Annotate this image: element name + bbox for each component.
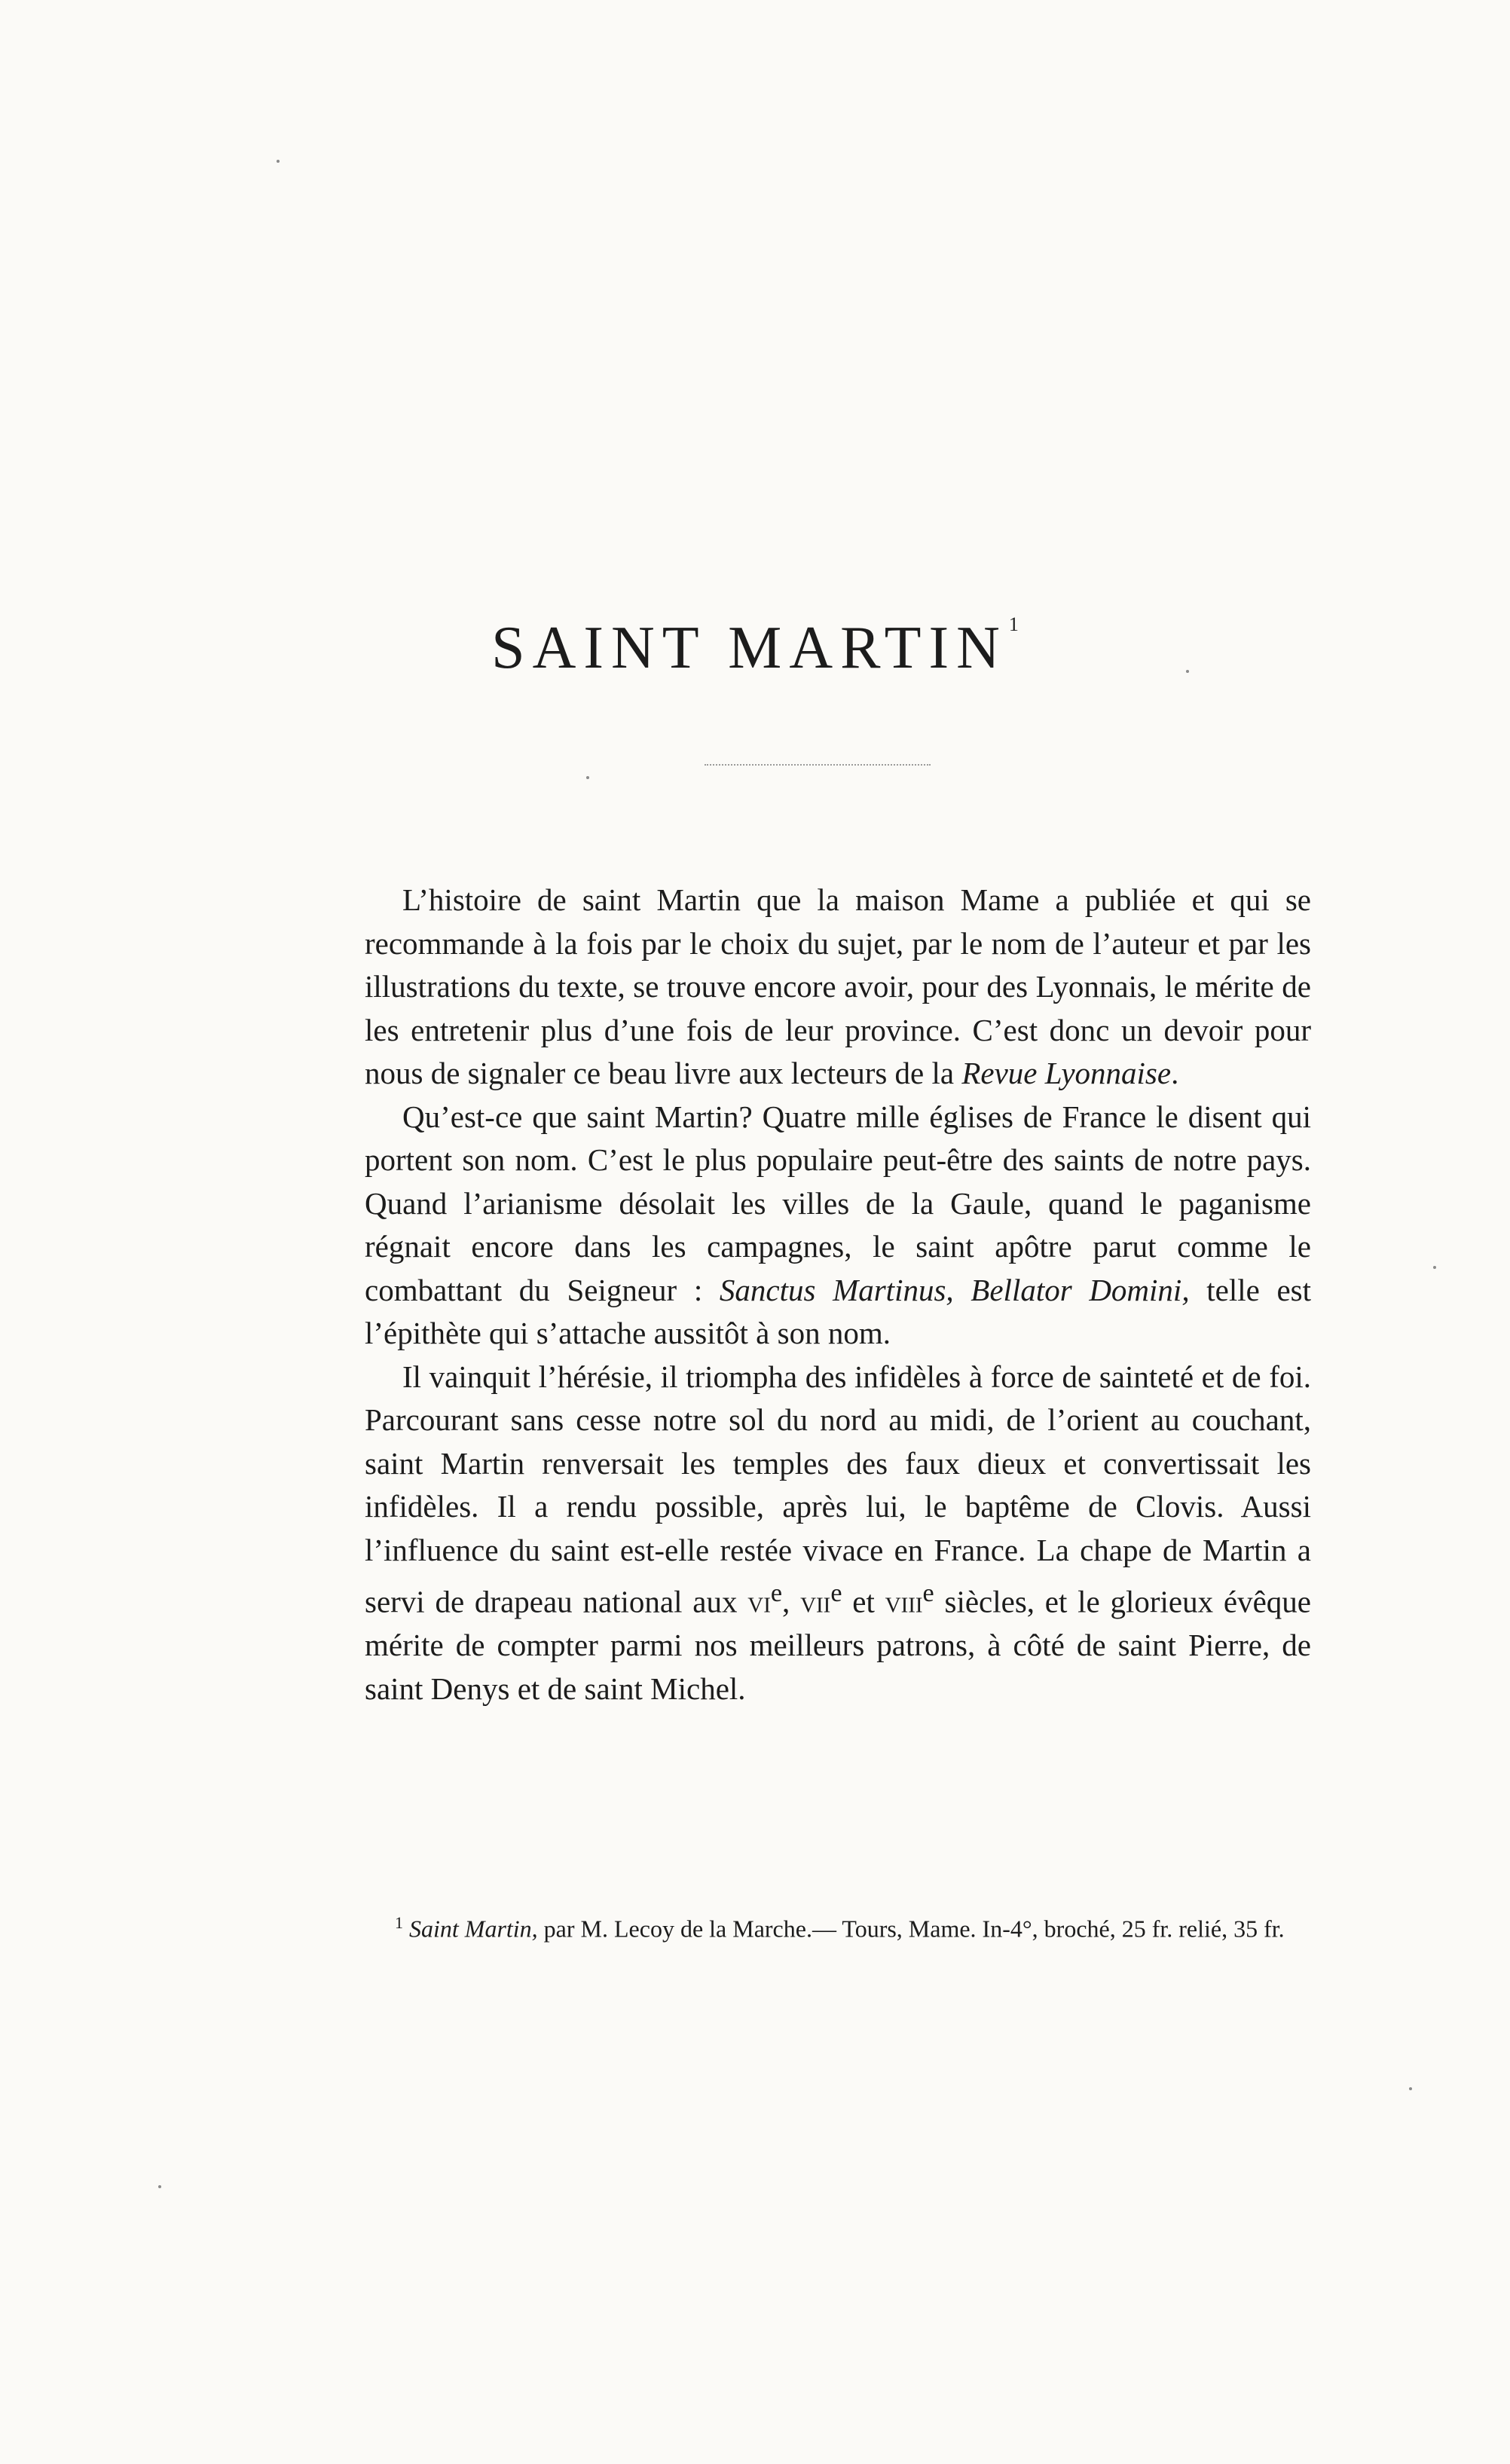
century-numeral: vi (747, 1584, 771, 1619)
century-numeral: viii (885, 1584, 923, 1619)
journal-title: Revue Lyonnaise (961, 1056, 1172, 1090)
print-speck (1186, 670, 1189, 673)
latin-epithet: Sanctus Martinus, Bellator Domini, (719, 1272, 1190, 1307)
article-body (365, 879, 1311, 1710)
century-numeral: vii (800, 1584, 831, 1619)
footnote-marker: 1 (395, 1913, 403, 1932)
paragraph-2: Qu’est-ce que saint Martin? Quatre mille églises de France le disent qui portent son nom. C’est le plus populaire peut-être des saints de notre pays. Quand l’arianisme désolait les villes de la Gaule, quand le paganisme régnait encore dans les campagnes, le saint apôtre parut comme le combattant du Seigneur : Sanctus Martinus, Bellator Domini, telle est l’épithète qui s’attache aussitôt à son nom. (365, 1099, 1311, 1350)
footnote-text: par M. Lecoy de la Marche.— Tours, Mame. In-4°, broché, 25 fr. relié, 35 fr. (537, 1915, 1285, 1943)
title-divider (705, 764, 931, 766)
print-speck (1433, 1266, 1436, 1269)
print-speck (158, 2185, 161, 2188)
print-speck (1409, 2087, 1412, 2090)
title-text: SAINT MARTIN (491, 615, 1007, 681)
paragraph-1: L’histoire de saint Martin que la maison Mame a publiée et qui se recommande à la fois par le choix du sujet, par le nom de l’auteur et par les illustrations du texte, se trouve encore avoir, pour des Lyonnais, le mérite de les entretenir plus d’une fois de leur province. C’est donc un devoir pour nous de signaler ce beau livre aux lecteurs de la Revue Lyonnaise. (365, 882, 1311, 1090)
title-footnote-marker: 1 (1008, 613, 1019, 635)
print-speck (586, 776, 589, 779)
page-title (0, 613, 1510, 681)
footnote-book-title: Saint Martin, (409, 1915, 538, 1943)
print-speck (277, 160, 280, 163)
paragraph-3: Il vainquit l’hérésie, il triompha des infidèles à force de sainteté et de foi. Parcourant sans cesse notre sol du nord au midi, de l’orient au couchant, saint Martin renversait les temples des faux dieux et convertissait les infidèles. Il a rendu possible, après lui, le baptême de Clovis. Aussi l’influence du saint est-elle restée vivace en France. La chape de Martin a servi de drapeau national aux $vi^e$, vii$^e$ et viii$^e$ siècles, et le glorieux évêque mérite de compter parmi nos meilleurs patrons, à côté de saint Pierre, de saint Denys et de saint Michel. (365, 1359, 1311, 1706)
footnote (365, 1906, 1311, 1946)
